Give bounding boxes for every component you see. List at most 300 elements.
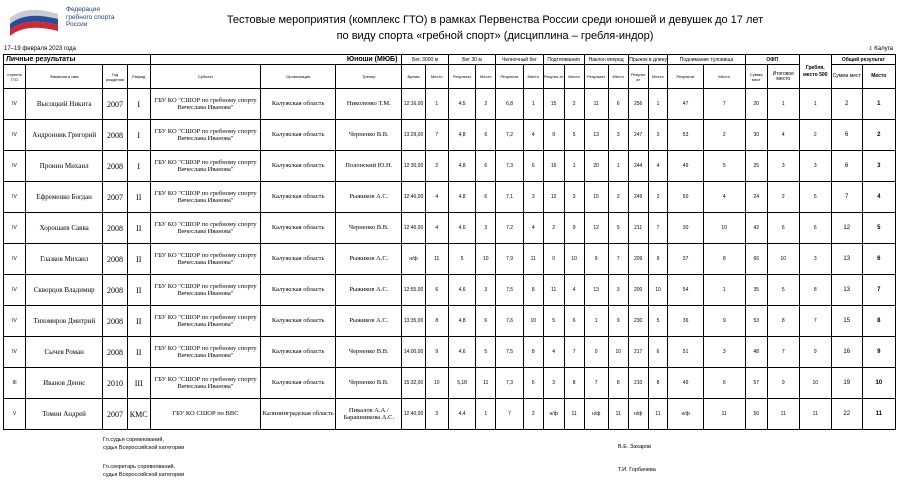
stage-cell: IV <box>4 306 26 337</box>
rowing-place: 5 <box>799 182 831 213</box>
subject-cell: ГБУ КО СШОР по ВВС <box>150 399 260 430</box>
col-rank: Разряд <box>127 65 150 89</box>
ofp-place: 2 <box>767 182 799 213</box>
coach-cell: Рыжиков А.С. <box>336 306 402 337</box>
jump-result: 249 <box>628 182 648 213</box>
col-result: Результ ат <box>628 65 648 89</box>
situps-result: 50 <box>668 182 703 213</box>
run3000-time: 13:29,00 <box>402 120 425 151</box>
run3000-place: 2 <box>425 151 448 182</box>
sport-rank: II <box>127 182 150 213</box>
pullups-place: 9 <box>564 213 584 244</box>
subject-cell: ГБУ КО "СШОР по гребному спорту Вячеслава Иванова" <box>150 120 260 151</box>
header-shuttle: Челночный бег <box>496 55 543 65</box>
jump-result: 210 <box>628 368 648 399</box>
bend-place: 11 <box>608 399 628 430</box>
shuttle-place: 11 <box>523 244 543 275</box>
bend-place: 3 <box>608 275 628 306</box>
secretary-name: Т.И. Горбачева <box>618 467 656 473</box>
run30-result: 4,4 <box>448 399 476 430</box>
pullups-place: 1 <box>564 151 584 182</box>
subject-cell: ГБУ КО "СШОР по гребному спорту Вячеслава Иванова" <box>150 368 260 399</box>
coach-cell: Пикалов А.А /Барашникова А.С. <box>336 399 402 430</box>
run3000-time: 12:46,00 <box>402 213 425 244</box>
sport-rank: II <box>127 337 150 368</box>
coach-cell: Рыжиков А.С. <box>336 275 402 306</box>
ofp-sum: 20 <box>745 89 767 120</box>
subject-cell: ГБУ КО "СШОР по гребному спорту Вячеслава Иванова" <box>150 275 260 306</box>
bend-result: 20 <box>584 151 608 182</box>
bend-place: 10 <box>608 337 628 368</box>
jump-result: 247 <box>628 120 648 151</box>
birth-year: 2008 <box>103 244 127 275</box>
col-subject: Субъект <box>150 65 260 89</box>
pullups-result: 11 <box>543 275 564 306</box>
athlete-name: Иванов Денис <box>26 368 103 399</box>
run30-result: 4,6 <box>448 275 476 306</box>
coach-cell: Полонский Ю.Н. <box>336 151 402 182</box>
jump-place: 3 <box>648 120 668 151</box>
subject-cell: ГБУ КО "СШОР по гребному спорту Вячеслава Иванова" <box>150 306 260 337</box>
jump-result: 244 <box>628 151 648 182</box>
col-result: Результат <box>496 65 524 89</box>
coach-cell: Рыжиков А.С. <box>336 182 402 213</box>
ofp-sum: 35 <box>745 275 767 306</box>
rowing-place: 8 <box>799 275 831 306</box>
birth-year: 2008 <box>103 120 127 151</box>
rowing-place: 3 <box>799 151 831 182</box>
shuttle-result: 7,5 <box>496 275 524 306</box>
bend-place: 9 <box>608 306 628 337</box>
run3000-place: 10 <box>425 368 448 399</box>
overall-sum: 16 <box>831 337 862 368</box>
col-ofp-sum: Сумма мест <box>745 65 767 89</box>
shuttle-place: 4 <box>523 213 543 244</box>
ofp-place: 9 <box>767 368 799 399</box>
secretary-category: судья Всероссийской категории <box>103 472 185 478</box>
region-cell: Калужская область <box>261 275 336 306</box>
situps-result: 49 <box>668 151 703 182</box>
athlete-name: Пронин Михаил <box>26 151 103 182</box>
shuttle-result: 7,6 <box>496 306 524 337</box>
overall-sum: 6 <box>831 151 862 182</box>
col-place: Место <box>523 65 543 89</box>
overall-place: 2 <box>862 120 895 151</box>
run3000-place: 1 <box>425 89 448 120</box>
shuttle-place: 3 <box>523 182 543 213</box>
situps-place: 7 <box>703 89 745 120</box>
rowing-place: 7 <box>799 306 831 337</box>
col-coach: Тренер <box>336 65 402 89</box>
sport-rank: II <box>127 275 150 306</box>
run30-result: 4,8 <box>448 151 476 182</box>
pullups-result: 9 <box>543 120 564 151</box>
col-result: Результат <box>668 65 703 89</box>
run30-result: 5,18 <box>448 368 476 399</box>
ofp-place: 11 <box>767 399 799 430</box>
run30-result: 4,8 <box>448 306 476 337</box>
coach-cell: Черненко В.В. <box>336 120 402 151</box>
situps-result: 51 <box>668 337 703 368</box>
overall-sum: 7 <box>831 182 862 213</box>
athlete-name: Глазков Михаил <box>26 244 103 275</box>
shuttle-place: 6 <box>523 368 543 399</box>
rowing-place: 3 <box>799 244 831 275</box>
ofp-place: 3 <box>767 151 799 182</box>
run3000-place: 8 <box>425 306 448 337</box>
region-cell: Калужская область <box>261 337 336 368</box>
situps-place: 5 <box>703 151 745 182</box>
jump-place: 10 <box>648 275 668 306</box>
ofp-place: 4 <box>767 120 799 151</box>
table-row <box>4 120 896 151</box>
coach-cell: Черненко В.В. <box>336 213 402 244</box>
shuttle-result: 7,9 <box>496 244 524 275</box>
rowing-place: 2 <box>799 120 831 151</box>
pullups-place: 8 <box>564 368 584 399</box>
ofp-sum: 48 <box>745 337 767 368</box>
results-table <box>3 54 896 430</box>
logo-line: России <box>66 21 88 28</box>
rowing-place: 10 <box>799 368 831 399</box>
run3000-place: 7 <box>425 120 448 151</box>
ofp-place: 7 <box>767 337 799 368</box>
pullups-result: 4 <box>543 337 564 368</box>
federation-name <box>66 6 114 29</box>
run30-place: 3 <box>476 275 496 306</box>
event-dates: 17–19 февраля 2023 года <box>4 46 77 52</box>
region-cell: Калужская область <box>261 244 336 275</box>
table-row <box>4 151 896 182</box>
table-row <box>4 368 896 399</box>
situps-result: 36 <box>668 306 703 337</box>
bend-result: 1 <box>584 306 608 337</box>
region-cell: Калужская область <box>261 306 336 337</box>
jump-result: 230 <box>628 306 648 337</box>
jump-place: 2 <box>648 182 668 213</box>
birth-year: 2007 <box>103 89 127 120</box>
pullups-place: 4 <box>564 275 584 306</box>
col-place: Место <box>425 65 448 89</box>
coach-cell: Рыжиков А.С. <box>336 244 402 275</box>
birth-year: 2008 <box>103 151 127 182</box>
pullups-place: 3 <box>564 182 584 213</box>
stage-cell: IV <box>4 151 26 182</box>
col-place: Место <box>703 65 745 89</box>
birth-year: 2007 <box>103 182 127 213</box>
ofp-sum: 66 <box>745 244 767 275</box>
overall-sum: 12 <box>831 213 862 244</box>
athlete-name: Высоцкий Никита <box>26 89 103 120</box>
bend-place: 7 <box>608 244 628 275</box>
federation-flag-icon <box>8 6 62 36</box>
situps-result: 49 <box>668 368 703 399</box>
rowing-place: 9 <box>799 337 831 368</box>
birth-year: 2010 <box>103 368 127 399</box>
stage-cell: IV <box>4 120 26 151</box>
sport-rank: I <box>127 89 150 120</box>
run30-place: 6 <box>476 120 496 151</box>
overall-place: 8 <box>862 306 895 337</box>
col-overall-sum: Сумма мест <box>831 65 862 89</box>
sport-rank: II <box>127 244 150 275</box>
run3000-time: 12:40,00 <box>402 399 425 430</box>
jump-place: 9 <box>648 244 668 275</box>
situps-place: 8 <box>703 244 745 275</box>
title-line-2: по виду спорта «гребной спорт» (дисциплина – гребля-индор) <box>336 30 654 42</box>
situps-place: 2 <box>703 120 745 151</box>
region-cell: Калининградская область <box>261 399 336 430</box>
region-cell: Калужская область <box>261 151 336 182</box>
document-title <box>160 12 830 44</box>
overall-sum: 13 <box>831 275 862 306</box>
bend-place: 6 <box>608 89 628 120</box>
athlete-name: Сычев Роман <box>26 337 103 368</box>
bend-result: 15 <box>584 182 608 213</box>
ofp-sum: 24 <box>745 182 767 213</box>
ofp-sum: 42 <box>745 213 767 244</box>
secretary-signature-block <box>103 463 184 479</box>
stage-cell: IV <box>4 89 26 120</box>
run30-place: 10 <box>476 244 496 275</box>
situps-place: 4 <box>703 182 745 213</box>
jump-result: 200 <box>628 275 648 306</box>
header-run3000: Бег, 3000 м <box>402 55 448 65</box>
header-pullups: Подтягивания <box>543 55 584 65</box>
secretary-role: Гл.секретарь соревнований, <box>103 464 176 470</box>
header-ofp: ОФП <box>745 55 799 65</box>
overall-sum: 6 <box>831 120 862 151</box>
birth-year: 2008 <box>103 337 127 368</box>
overall-place: 5 <box>862 213 895 244</box>
pullups-place: 5 <box>564 120 584 151</box>
sport-rank: КМС <box>127 399 150 430</box>
jump-result: 209 <box>628 244 648 275</box>
bend-place: 2 <box>608 182 628 213</box>
bend-result: 0 <box>584 337 608 368</box>
run30-result: 4,5 <box>448 89 476 120</box>
bend-result: н/ф <box>584 399 608 430</box>
event-city: г. Калуга <box>869 46 893 52</box>
situps-place: 10 <box>703 213 745 244</box>
run30-result: 4,6 <box>448 337 476 368</box>
pullups-place: 7 <box>564 337 584 368</box>
stage-cell: IV <box>4 275 26 306</box>
judge-category: судья Всероссийской категории <box>103 445 185 451</box>
bend-result: 13 <box>584 120 608 151</box>
shuttle-result: 7,5 <box>496 337 524 368</box>
subject-cell: ГБУ КО "СШОР по гребному спорту Вячеслава Иванова" <box>150 337 260 368</box>
stage-cell: IV <box>4 213 26 244</box>
run30-result: 4,8 <box>448 182 476 213</box>
col-place: Место <box>476 65 496 89</box>
shuttle-place: 2 <box>523 399 543 430</box>
ofp-sum: 50 <box>745 399 767 430</box>
stage-cell: V <box>4 399 26 430</box>
athlete-name: Томин Андрей <box>26 399 103 430</box>
athlete-name: Ефременко Богдан <box>26 182 103 213</box>
run30-place: 5 <box>476 337 496 368</box>
pullups-place: 2 <box>564 89 584 120</box>
athlete-name: Тихомиров Дмитрий <box>26 306 103 337</box>
run3000-place: 3 <box>425 399 448 430</box>
col-stage: ступень ГТО <box>4 65 26 89</box>
overall-place: 1 <box>862 89 895 120</box>
shuttle-result: 7,1 <box>496 182 524 213</box>
bend-result: 12 <box>584 213 608 244</box>
region-cell: Калужская область <box>261 368 336 399</box>
shuttle-place: 8 <box>523 337 543 368</box>
shuttle-result: 6,8 <box>496 89 524 120</box>
situps-result: 47 <box>668 89 703 120</box>
overall-sum: 13 <box>831 244 862 275</box>
shuttle-place: 10 <box>523 306 543 337</box>
run3000-time: 12:55,00 <box>402 275 425 306</box>
header-overall: Общий результат <box>831 55 895 65</box>
col-year: Год рождения <box>103 65 127 89</box>
col-org: Организация <box>261 65 336 89</box>
run3000-place: 9 <box>425 337 448 368</box>
col-place: Место <box>608 65 628 89</box>
jump-result: 256 <box>628 89 648 120</box>
shuttle-place: 6 <box>523 151 543 182</box>
stage-cell: III <box>4 368 26 399</box>
overall-place: 7 <box>862 275 895 306</box>
jump-place: 7 <box>648 213 668 244</box>
run3000-time: 12:30,00 <box>402 151 425 182</box>
group-title: Юноши (МЮБ) <box>150 55 402 65</box>
shuttle-result: 7,2 <box>496 120 524 151</box>
situps-place: 1 <box>703 275 745 306</box>
run30-result: 4,6 <box>448 213 476 244</box>
col-name: Фамилия и имя <box>26 65 103 89</box>
pullups-result: 3 <box>543 368 564 399</box>
shuttle-result: 7 <box>496 399 524 430</box>
region-cell: Калужская область <box>261 89 336 120</box>
birth-year: 2007 <box>103 399 127 430</box>
situps-result: 54 <box>668 275 703 306</box>
overall-sum: 19 <box>831 368 862 399</box>
stage-cell: IV <box>4 182 26 213</box>
run30-place: 2 <box>476 89 496 120</box>
col-overall-place: Место <box>862 65 895 89</box>
run30-place: 3 <box>476 213 496 244</box>
title-line-1: Тестовые мероприятия (комплекс ГТО) в рамках Первенства России среди юношей и девушек до 17 лет <box>226 14 764 26</box>
ofp-sum: 30 <box>745 120 767 151</box>
run3000-place: 4 <box>425 182 448 213</box>
overall-sum: 15 <box>831 306 862 337</box>
run30-result: 5 <box>448 244 476 275</box>
birth-year: 2008 <box>103 306 127 337</box>
pullups-place: 6 <box>564 306 584 337</box>
overall-place: 9 <box>862 337 895 368</box>
run30-place: 6 <box>476 151 496 182</box>
col-result: Результат <box>584 65 608 89</box>
sport-rank: I <box>127 120 150 151</box>
subject-cell: ГБУ КО "СШОР по гребному спорту Вячеслава Иванова" <box>150 213 260 244</box>
pullups-result: 5 <box>543 306 564 337</box>
bend-result: 13 <box>584 275 608 306</box>
judge-role: Гл.судья соревнований, <box>103 437 164 443</box>
judge-signature-block <box>103 436 184 452</box>
overall-place: 10 <box>862 368 895 399</box>
bend-place: 1 <box>608 151 628 182</box>
athlete-name: Андронник Григорий <box>26 120 103 151</box>
run3000-place: 11 <box>425 244 448 275</box>
situps-place: 6 <box>703 368 745 399</box>
situps-result: 30 <box>668 213 703 244</box>
ofp-sum: 25 <box>745 151 767 182</box>
sport-rank: II <box>127 306 150 337</box>
pullups-place: 11 <box>564 399 584 430</box>
bend-place: 8 <box>608 368 628 399</box>
situps-place: 3 <box>703 337 745 368</box>
pullups-result: н/ф <box>543 399 564 430</box>
jump-place: 11 <box>648 399 668 430</box>
rowing-place: 1 <box>799 89 831 120</box>
rowing-place: 11 <box>799 399 831 430</box>
jump-place: 8 <box>648 368 668 399</box>
run3000-time: 12:16,00 <box>402 89 425 120</box>
table-row <box>4 244 896 275</box>
run3000-time: 15:32,00 <box>402 368 425 399</box>
table-row <box>4 182 896 213</box>
header-jump: Прыжок в длину <box>629 56 667 63</box>
results-body <box>4 89 896 430</box>
ofp-place: 8 <box>767 306 799 337</box>
pullups-result: 0 <box>543 244 564 275</box>
situps-result: 53 <box>668 120 703 151</box>
shuttle-result: 7,2 <box>496 213 524 244</box>
situps-result: н/ф <box>668 399 703 430</box>
col-time: Время <box>402 65 425 89</box>
overall-place: 11 <box>862 399 895 430</box>
judge-name: В.Е. Захаров <box>618 444 652 450</box>
bend-result: 11 <box>584 89 608 120</box>
sport-rank: I <box>127 151 150 182</box>
pullups-result: 12 <box>543 182 564 213</box>
jump-result: 211 <box>628 213 648 244</box>
situps-place: 11 <box>703 399 745 430</box>
shuttle-place: 8 <box>523 275 543 306</box>
section-title: Личные результаты <box>4 55 151 65</box>
jump-place: 1 <box>648 89 668 120</box>
jump-place: 4 <box>648 151 668 182</box>
run3000-time: 12:46,00 <box>402 182 425 213</box>
col-result: Результат <box>448 65 476 89</box>
pullups-result: 16 <box>543 151 564 182</box>
athlete-name: Скворцов Владимир <box>26 275 103 306</box>
rowing-place: 6 <box>799 213 831 244</box>
situps-place: 9 <box>703 306 745 337</box>
run3000-place: 6 <box>425 275 448 306</box>
coach-cell: Николенко Т.М. <box>336 89 402 120</box>
ofp-place: 1 <box>767 89 799 120</box>
overall-place: 3 <box>862 151 895 182</box>
stage-cell: IV <box>4 337 26 368</box>
run3000-time: 14:00,00 <box>402 337 425 368</box>
ofp-place: 10 <box>767 244 799 275</box>
jump-result: н/ф <box>628 399 648 430</box>
pullups-place: 10 <box>564 244 584 275</box>
sport-rank: II <box>127 213 150 244</box>
birth-year: 2008 <box>103 213 127 244</box>
logo-line: Федерация <box>66 6 100 13</box>
subject-cell: ГБУ КО "СШОР по гребному спорту Вячеслава Иванова" <box>150 89 260 120</box>
region-cell: Калужская область <box>261 120 336 151</box>
overall-sum: 2 <box>831 89 862 120</box>
run30-place: 6 <box>476 182 496 213</box>
